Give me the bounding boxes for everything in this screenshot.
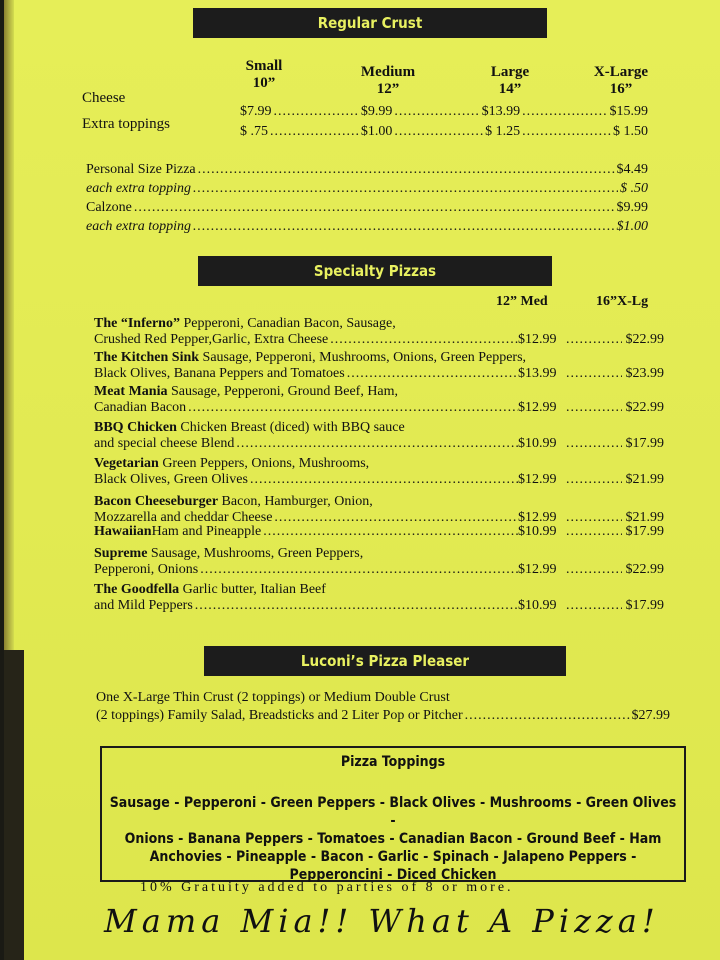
specialty-banner: Specialty Pizzas (198, 256, 552, 286)
pizza-desc-2: Pepperoni, Onions (94, 562, 199, 577)
pizza-name: BBQ Chicken (94, 420, 177, 435)
pizza-name: Hawaiian (94, 524, 152, 539)
pizza-desc-2: Canadian Bacon (94, 400, 187, 415)
pleaser-line2: (2 toppings) Family Salad, Breadsticks and 2 Liter Pop or Pitcher ..... $27.99 (96, 708, 670, 724)
specialty-item (94, 420, 664, 452)
price-med: $10.99 (518, 524, 557, 539)
price-xlg: $17.99 (625, 598, 664, 613)
pizza-desc-2: and Mild Peppers (94, 598, 193, 613)
price-med: $13.99 (518, 366, 557, 381)
pizza-desc-2: Black Olives, Green Olives (94, 472, 248, 487)
price-xlg: $17.99 (625, 436, 664, 451)
price-med: $10.99 (518, 436, 557, 451)
table-shadow (4, 650, 24, 960)
pizza-desc: Garlic butter, Italian Beef (179, 582, 326, 597)
pizza-name: The “Inferno” (94, 316, 180, 331)
price-med: $12.99 (518, 472, 557, 487)
price-med: $12.99 (518, 400, 557, 415)
price-med: $12.99 (518, 562, 557, 577)
pizza-name: Vegetarian (94, 456, 159, 471)
toppings-list: Sausage - Pepperoni - Green Peppers - Black Olives - Mushrooms - Green Olives - Onions - Banana Peppers - Tomatoes - Canadian Bacon - Ground Beef - Ham Anchovies - Pineapple - Bacon - Garlic - Spinach - Jalapeno Peppers - Pepperoncini - Diced Chicken (109, 795, 677, 883)
price-xlg: $22.99 (625, 400, 664, 415)
specialty-item (94, 582, 664, 614)
price-xlg: $23.99 (625, 366, 664, 381)
col-xlg-header: 16”X-Lg (596, 294, 649, 309)
pizza-desc: Sausage, Pepperoni, Mushrooms, Onions, Green Peppers, (199, 350, 527, 365)
price-med: $10.99 (518, 598, 557, 613)
size-xlarge-header: X-Large 16” (593, 64, 649, 97)
extra-prices: $ .75 ..... $1.00 ..... $ 1.25 ..... $ 1.50 (240, 124, 648, 140)
regular-crust-banner: Regular Crust (193, 8, 547, 38)
pizza-name: Supreme (94, 546, 148, 561)
specialty-item (94, 316, 664, 348)
pizza-name: Bacon Cheeseburger (94, 494, 219, 509)
pizza-desc: Ham and Pineapple (151, 524, 262, 539)
pleaser-banner: Luconi’s Pizza Pleaser (204, 646, 566, 676)
pizza-name: Meat Mania (94, 384, 168, 399)
specialty-item (94, 350, 664, 382)
price-xlg: $21.99 (625, 472, 664, 487)
pleaser-line1: One X-Large Thin Crust (2 toppings) or Medium Double Crust (96, 690, 450, 705)
size-medium-header: Medium 12” (360, 64, 416, 97)
pizza-desc-2: and special cheese Blend (94, 436, 235, 451)
pizza-name: The Goodfella (94, 582, 180, 597)
price-xlg: $22.99 (625, 562, 664, 577)
specialty-item (94, 494, 664, 526)
price-med: $12.99 (518, 510, 557, 525)
pizza-desc-2: Black Olives, Banana Peppers and Tomatoes (94, 366, 345, 381)
price-med: $12.99 (518, 332, 557, 347)
pizza-desc: Chicken Breast (diced) with BBQ sauce (176, 420, 405, 435)
cheese-prices: $7.99 ..... $9.99 ..... $13.99 ..... $15.99 (240, 104, 648, 120)
calzone-row: Calzone ..... $9.99 (86, 200, 648, 216)
price-xlg: $21.99 (625, 510, 664, 525)
toppings-title: Pizza Toppings (340, 754, 446, 770)
gratuity-note: 10% Gratuity added to parties of 8 or more. (140, 880, 514, 895)
specialty-item (94, 384, 664, 416)
price-xlg: $17.99 (625, 524, 664, 539)
pizza-desc: Pepperoni, Canadian Bacon, Sausage, (179, 316, 396, 331)
specialty-item (94, 546, 664, 578)
toppings-box (100, 746, 686, 882)
pizza-desc: Sausage, Pepperoni, Ground Beef, Ham, (167, 384, 399, 399)
price-xlg: $22.99 (625, 332, 664, 347)
personal-pizza-row: Personal Size Pizza ..... $4.49 (86, 162, 648, 178)
calzone-extra-row: each extra topping ..... $1.00 (86, 219, 648, 235)
pizza-desc: Sausage, Mushrooms, Green Peppers, (147, 546, 364, 561)
size-large-header: Large 14” (490, 64, 530, 97)
pizza-desc-2: Mozzarella and cheddar Cheese (94, 510, 273, 525)
personal-extra-row: each extra topping ..... $ .50 (86, 181, 648, 197)
specialty-item (94, 524, 664, 540)
menu-page (4, 0, 720, 960)
pizza-name: The Kitchen Sink (94, 350, 200, 365)
specialty-item (94, 456, 664, 488)
extra-toppings-label: Extra toppings (82, 116, 170, 132)
col-med-header: 12” Med (496, 294, 548, 309)
pizza-desc-2: Crushed Red Pepper,Garlic, Extra Cheese (94, 332, 329, 347)
size-small-header: Small 10” (245, 58, 283, 91)
cheese-label: Cheese (82, 90, 126, 106)
pizza-desc: Bacon, Hamburger, Onion, (218, 494, 373, 509)
slogan: Mama Mia!! What A Pizza! (104, 902, 660, 940)
pizza-desc: Green Peppers, Onions, Mushrooms, (158, 456, 370, 471)
